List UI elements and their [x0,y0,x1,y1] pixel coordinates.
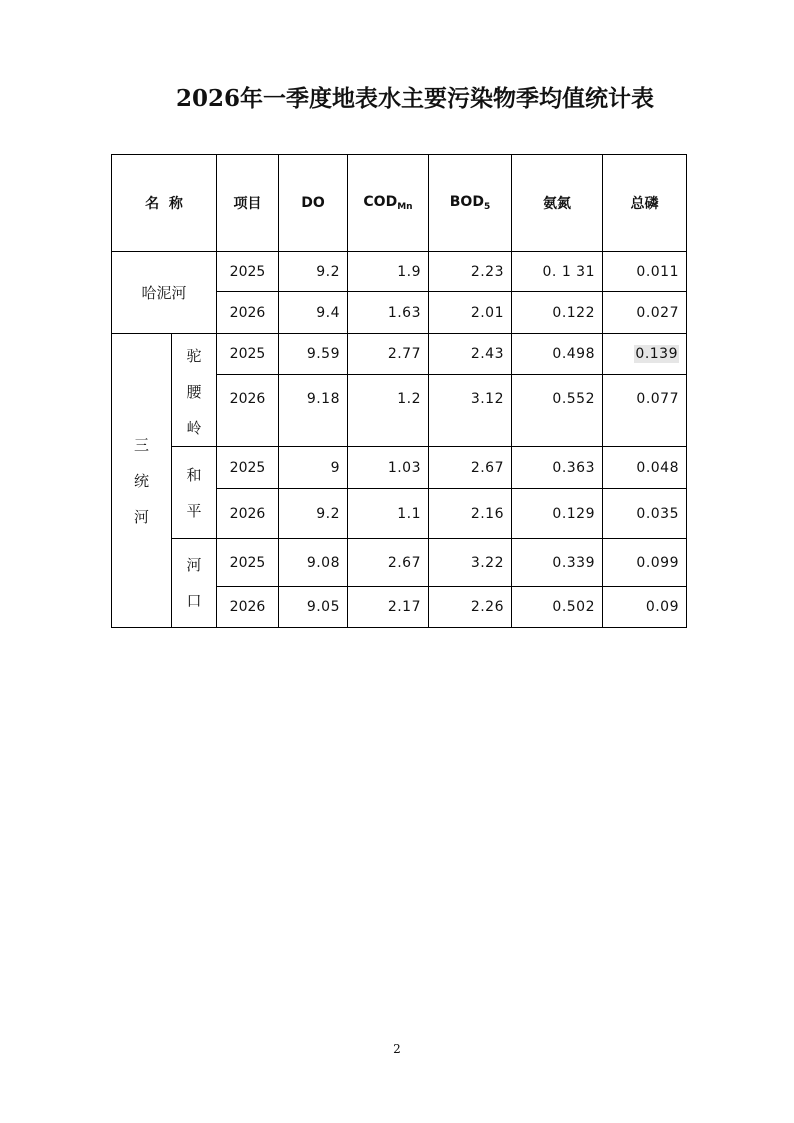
nh3-cell: 0. 1 31 [512,252,603,292]
year-cell: 2025 [217,539,279,587]
header-bod: $BOD_5$ [429,155,512,252]
bod-cell: 2.23 [429,252,512,292]
tp-cell: 0.09 [603,587,687,628]
cod-cell: 2.17 [348,587,429,628]
table-row [112,334,687,375]
do-cell: 9 [279,447,348,489]
do-cell: 9.08 [279,539,348,587]
tp-cell: 0.035 [603,489,687,539]
bod-cell: 3.12 [429,375,512,447]
year-cell: 2025 [217,334,279,375]
year-cell: 2025 [217,252,279,292]
nh3-cell: 0.129 [512,489,603,539]
tp-cell [603,334,687,375]
header-do: DO [279,155,348,252]
cod-cell: 2.77 [348,334,429,375]
do-cell: 9.2 [279,252,348,292]
table-row [112,447,687,489]
bod-cell: 2.16 [429,489,512,539]
year-cell: 2025 [217,447,279,489]
bod-cell: 2.01 [429,292,512,334]
tp-cell: 0.011 [603,252,687,292]
header-tp: 总磷 [603,155,687,252]
tp-cell: 0.027 [603,292,687,334]
bod-cell: 2.43 [429,334,512,375]
tp-cell: 0.077 [603,375,687,447]
cod-cell: 1.63 [348,292,429,334]
cod-cell: 1.2 [348,375,429,447]
cod-cell: 2.67 [348,539,429,587]
table-row [112,539,687,587]
nh3-cell: 0.363 [512,447,603,489]
pollutant-table [111,154,687,628]
header-name: 名 称 [112,155,217,252]
highlighted-value: 0.139 [635,346,678,363]
year-cell: 2026 [217,489,279,539]
header-cod: $COD_{Mn}$ [348,155,429,252]
do-cell: 9.18 [279,375,348,447]
bod-cell: 3.22 [429,539,512,587]
do-cell: 9.4 [279,292,348,334]
nh3-cell: 0.502 [512,587,603,628]
header-nh3: 氨氮 [512,155,603,252]
cod-cell: 1.03 [348,447,429,489]
river-santonghe: 三 统 河 [112,334,172,628]
header-row [112,155,687,252]
cod-cell: 1.9 [348,252,429,292]
nh3-cell: 0.122 [512,292,603,334]
do-cell: 9.2 [279,489,348,539]
nh3-cell: 0.339 [512,539,603,587]
year-cell: 2026 [217,375,279,447]
station-heping: 和 平 [172,447,217,539]
do-cell: 9.59 [279,334,348,375]
river-hanihe: 哈泥河 [112,252,217,334]
station-tuoyaoling: 驼 腰 岭 [172,334,217,447]
header-item: 项目 [217,155,279,252]
tp-cell: 0.099 [603,539,687,587]
bod-cell: 2.26 [429,587,512,628]
nh3-cell: 0.552 [512,375,603,447]
station-hekou: 河 口 [172,539,217,628]
page-number: 2 [393,1042,401,1056]
page-title: 2026年一季度地表水主要污染物季均值统计表 [175,85,654,112]
year-cell: 2026 [217,587,279,628]
bod-cell: 2.67 [429,447,512,489]
nh3-cell: 0.498 [512,334,603,375]
year-cell: 2026 [217,292,279,334]
tp-cell: 0.048 [603,447,687,489]
do-cell: 9.05 [279,587,348,628]
table-row [112,252,687,292]
cod-cell: 1.1 [348,489,429,539]
